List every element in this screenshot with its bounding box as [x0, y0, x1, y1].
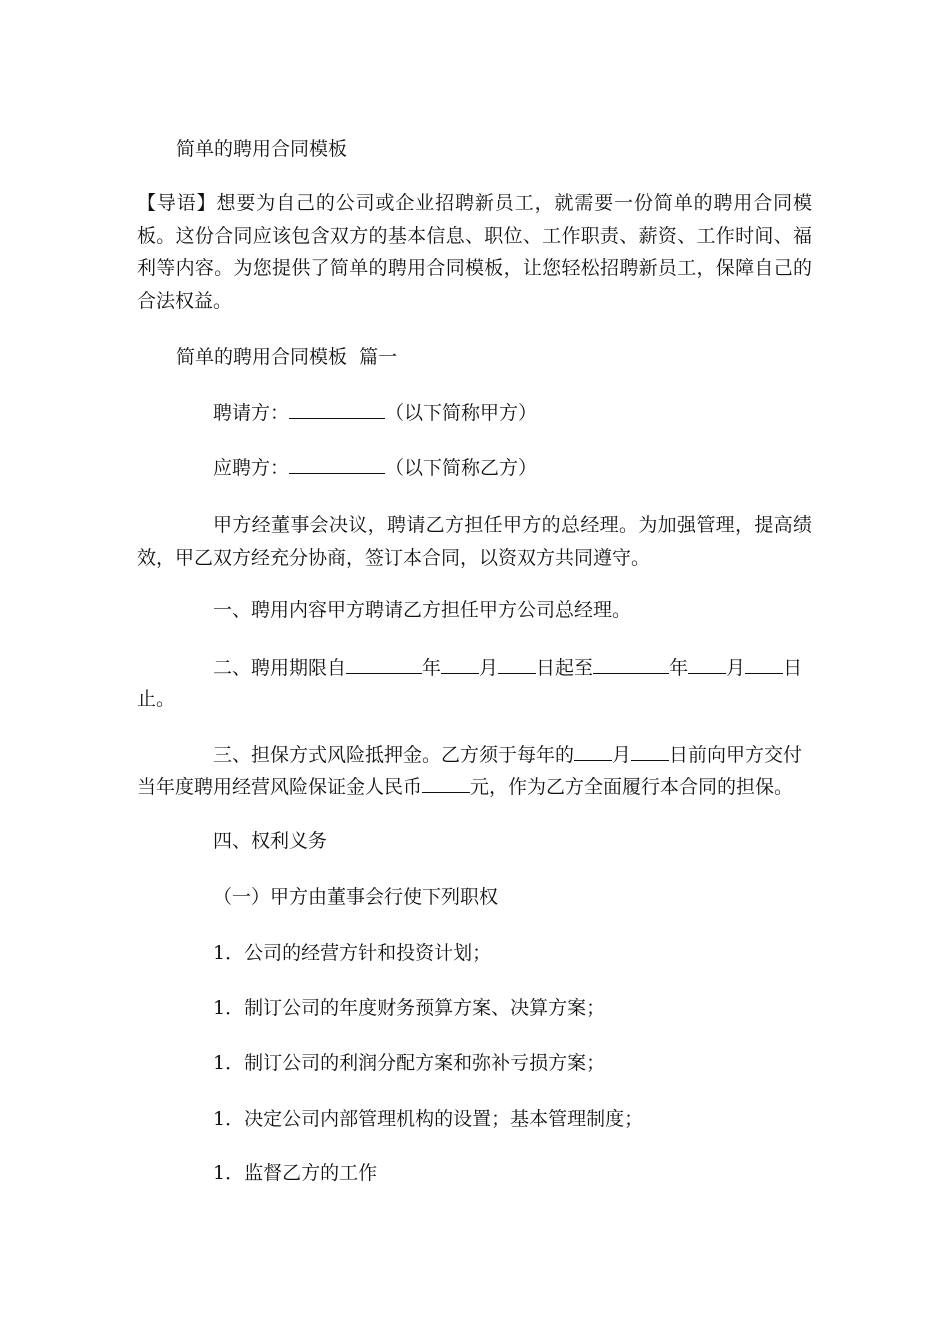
- end-year-blank[interactable]: [593, 655, 669, 674]
- clause-3-line-1: [213, 742, 802, 767]
- clause-2-line-1: [213, 655, 802, 680]
- preamble-paragraph: 甲方经董事会决议，聘请乙方担任甲方的总经理。为加强管理，提高绩效，甲乙双方经充分协商，签订本合同，以资双方共同遵守。: [137, 514, 812, 569]
- clause-3-line-2: [137, 774, 793, 799]
- party-b-suffix: （以下简称乙方）: [385, 457, 538, 479]
- intro-paragraph: 【导语】想要为自己的公司或企业招聘新员工，就需要一份简单的聘用合同模板。这份合同应该包含双方的基本信息、职位、工作职责、薪资、工作时间、福利等内容。为您提供了简单的聘用合同模板，让您轻松招聘新员工，保障自己的合法权益。: [137, 192, 812, 312]
- party-b-blank[interactable]: [289, 455, 385, 474]
- clause-1: 一、聘用内容甲方聘请乙方担任甲方公司总经理。: [213, 599, 632, 621]
- guarantee-month-blank[interactable]: [574, 742, 612, 761]
- clause-2-month-1: 月: [479, 657, 499, 679]
- clause-3-text-1: 三、担保方式风险抵押金。乙方须于每年的: [213, 744, 575, 766]
- clause-3-month: 月: [612, 744, 632, 766]
- list-item: 1．决定公司内部管理机构的设置；基本管理制度；: [213, 1108, 644, 1130]
- clause-3-text-2: 日前向甲方交付: [669, 744, 803, 766]
- party-a-label: 聘请方：: [213, 402, 290, 424]
- start-day-blank[interactable]: [498, 655, 536, 674]
- party-b-label: 应聘方：: [213, 457, 290, 479]
- subclause-1: （一）甲方由董事会行使下列职权: [213, 886, 499, 908]
- party-a-blank[interactable]: [289, 400, 385, 419]
- clause-2-year-1: 年: [422, 657, 442, 679]
- end-month-blank[interactable]: [688, 655, 726, 674]
- clause-4: 四、权利义务: [213, 830, 328, 852]
- clause-3-text-4: 元，作为乙方全面履行本合同的担保。: [470, 776, 794, 798]
- list-item: 1．制订公司的年度财务预算方案、决算方案；: [213, 997, 606, 1019]
- clause-2-day-1: 日起至: [536, 657, 594, 679]
- party-b-line: [213, 455, 537, 480]
- start-year-blank[interactable]: [346, 655, 422, 674]
- section-title: 简单的聘用合同模板 篇一: [176, 346, 398, 368]
- deposit-amount-blank[interactable]: [422, 774, 470, 793]
- list-item: 1．公司的经营方针和投资计划；: [213, 942, 492, 964]
- clause-2-line-2: 止。: [137, 688, 176, 710]
- list-item: 1．监督乙方的工作: [213, 1162, 378, 1184]
- guarantee-day-blank[interactable]: [631, 742, 669, 761]
- party-a-suffix: （以下简称甲方）: [385, 402, 538, 424]
- document-title: 简单的聘用合同模板: [176, 138, 348, 160]
- clause-2-day-2: 日: [783, 657, 803, 679]
- clause-3-text-3: 当年度聘用经营风险保证金人民币: [137, 776, 423, 798]
- end-day-blank[interactable]: [745, 655, 783, 674]
- clause-2-text: 二、聘用期限自: [213, 657, 347, 679]
- party-a-line: [213, 400, 537, 425]
- clause-2-year-2: 年: [669, 657, 689, 679]
- start-month-blank[interactable]: [441, 655, 479, 674]
- list-item: 1．制订公司的利润分配方案和弥补亏损方案；: [213, 1052, 606, 1074]
- clause-2-month-2: 月: [726, 657, 746, 679]
